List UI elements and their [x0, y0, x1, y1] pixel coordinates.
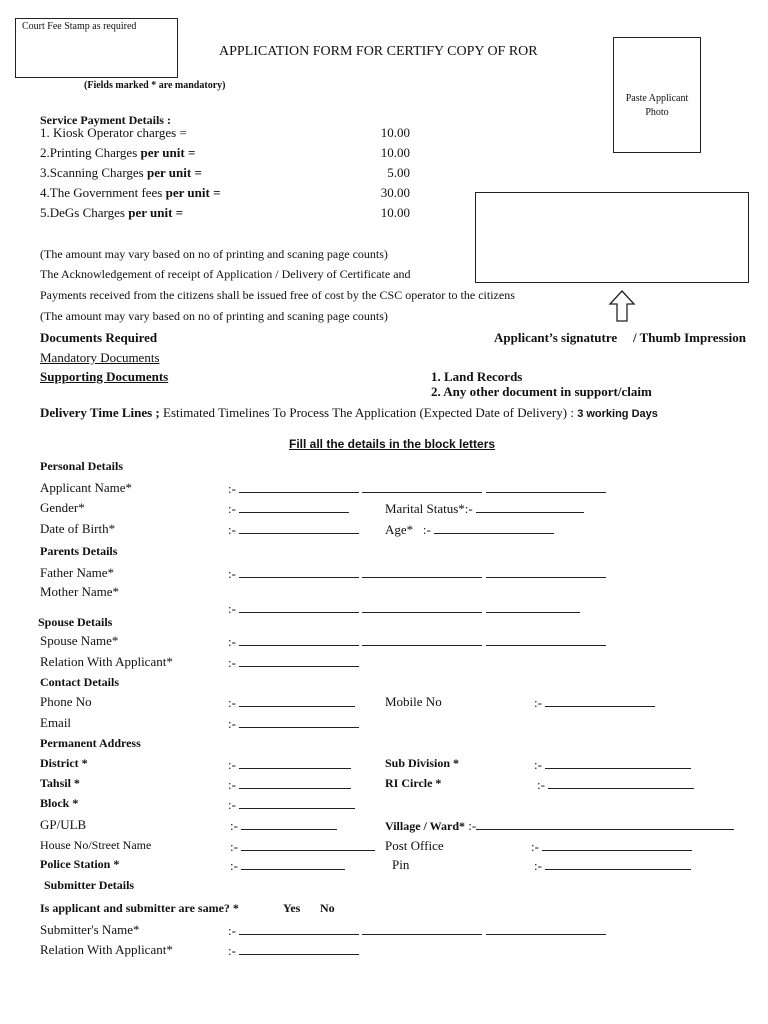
payment-label-equals: =: [172, 205, 184, 220]
age-label: Age*: [385, 522, 414, 537]
form-title: APPLICATION FORM FOR CERTIFY COPY OF ROR: [219, 44, 538, 59]
block-letters-instruction: Fill all the details in the block letters: [289, 437, 496, 451]
delivery-value: 3 working Days: [577, 408, 658, 420]
yes-option[interactable]: Yes: [283, 901, 301, 915]
payment-label-equals: =: [191, 165, 202, 180]
spouse-name-field[interactable]: :-: [228, 633, 606, 650]
payment-value: 5.00: [387, 165, 410, 180]
payment-heading: Service Payment Details :: [40, 113, 171, 127]
gender-label: Gender*: [40, 500, 85, 515]
personal-details-heading: Personal Details: [40, 459, 123, 473]
payment-value: 30.00: [380, 185, 410, 200]
payment-label-unit: per unit: [128, 205, 173, 220]
payment-value: 10.00: [380, 125, 410, 140]
same-submitter-question: Is applicant and submitter are same? *: [40, 901, 239, 915]
gender-field[interactable]: :-: [228, 500, 349, 517]
payment-row: [40, 145, 195, 161]
house-street-field[interactable]: :-: [230, 838, 375, 855]
village-ward-field[interactable]: Village / Ward* :-: [385, 817, 734, 834]
signature-label: Applicant’s signatutre: [494, 330, 618, 345]
document-item: 1. Land Records: [431, 369, 523, 384]
payment-value: 10.00: [380, 145, 410, 160]
payment-label-unit: per unit: [165, 185, 210, 200]
note-amount-2: (The amount may vary based on no of printing and scaning page counts): [40, 309, 388, 323]
sub-division-label: Sub Division *: [385, 756, 460, 770]
spouse-name-label: Spouse Name*: [40, 633, 119, 648]
delivery-text: Estimated Timelines To Process The Application (Expected Date of Delivery) :: [159, 405, 578, 420]
district-field[interactable]: :-: [228, 756, 351, 773]
gp-ulb-field[interactable]: :-: [230, 817, 337, 834]
email-field[interactable]: :-: [228, 715, 359, 732]
payment-row: [40, 205, 183, 221]
spouse-relation-field[interactable]: :-: [228, 654, 359, 671]
mandatory-documents: Mandatory Documents: [40, 350, 160, 365]
block-label: Block *: [40, 796, 79, 810]
submitter-details-heading: Submitter Details: [44, 878, 135, 892]
contact-details-heading: Contact Details: [40, 675, 119, 689]
mandatory-note: (Fields marked * are mandatory): [84, 80, 226, 91]
spouse-relation-label: Relation With Applicant*: [40, 654, 173, 669]
police-station-field[interactable]: :-: [230, 857, 345, 874]
arrow-up-icon: [608, 289, 636, 323]
ri-circle-label: RI Circle *: [385, 776, 442, 790]
father-name-label: Father Name*: [40, 565, 115, 580]
age-field[interactable]: Age* :-: [385, 521, 554, 538]
mother-name-label: Mother Name*: [40, 584, 120, 599]
ack-line-1: The Acknowledgement of receipt of Application / Delivery of Certificate and: [40, 267, 411, 281]
spouse-details-heading: Spouse Details: [38, 615, 113, 629]
phone-label: Phone No: [40, 694, 92, 709]
tahsil-field[interactable]: :-: [228, 776, 351, 793]
payment-value: 10.00: [380, 205, 410, 220]
mobile-label: Mobile No: [385, 694, 442, 709]
photo-box-label-2: Photo: [645, 107, 669, 118]
payment-label: 4.The Government fees: [40, 185, 166, 200]
delivery-label: Delivery Time Lines ;: [40, 405, 160, 420]
payment-label-equals: =: [209, 185, 221, 200]
delivery-timelines: [40, 405, 658, 421]
thumb-impression-label: / Thumb Impression: [633, 330, 746, 345]
applicant-photo-box[interactable]: [613, 37, 701, 153]
court-fee-stamp-label: Court Fee Stamp as required: [22, 21, 137, 32]
documents-heading: Documents Required: [40, 330, 158, 345]
gp-ulb-label: GP/ULB: [40, 817, 87, 832]
dob-label: Date of Birth*: [40, 521, 116, 536]
signature-box[interactable]: [475, 192, 749, 283]
submitter-relation-field[interactable]: :-: [228, 942, 359, 959]
note-amount-1: (The amount may vary based on no of printing and scaning page counts): [40, 247, 388, 261]
ack-line-2: Payments received from the citizens shall be issued free of cost by the CSC operator to the citizens: [40, 288, 515, 302]
payment-label-unit: per unit: [140, 145, 185, 160]
payment-label: 3.Scanning Charges: [40, 165, 147, 180]
mobile-field[interactable]: :-: [534, 694, 655, 711]
father-name-field[interactable]: :-: [228, 565, 606, 582]
tahsil-label: Tahsil *: [40, 776, 80, 790]
submitter-relation-label: Relation With Applicant*: [40, 942, 173, 957]
phone-field[interactable]: :-: [228, 694, 355, 711]
payment-row: [40, 165, 202, 181]
post-office-field[interactable]: :-: [531, 838, 692, 855]
payment-label-equals: =: [184, 145, 196, 160]
supporting-documents: Supporting Documents: [40, 369, 169, 384]
pin-label: Pin: [392, 857, 410, 872]
payment-label: 2.Printing Charges: [40, 145, 141, 160]
payment-label: 1. Kiosk Operator charges =: [40, 125, 187, 140]
no-option[interactable]: No: [320, 901, 335, 915]
marital-status-field[interactable]: [385, 500, 584, 517]
house-street-label: House No/Street Name: [40, 838, 152, 852]
marital-status-label: Marital Status*:-: [385, 501, 473, 516]
block-field[interactable]: :-: [228, 796, 355, 813]
document-item: 2. Any other document in support/claim: [431, 384, 652, 399]
village-ward-label: Village / Ward*: [385, 819, 466, 833]
parents-details-heading: Parents Details: [40, 544, 118, 558]
permanent-address-heading: Permanent Address: [40, 736, 141, 750]
pin-field[interactable]: :-: [534, 857, 691, 874]
email-label: Email: [40, 715, 72, 730]
post-office-label: Post Office: [385, 838, 444, 853]
sub-division-field[interactable]: :-: [534, 756, 691, 773]
applicant-name-field[interactable]: :-: [228, 480, 606, 497]
ri-circle-field[interactable]: :-: [537, 776, 694, 793]
payment-label: 5.DeGs Charges: [40, 205, 129, 220]
police-station-label: Police Station *: [40, 857, 120, 871]
dob-field[interactable]: :-: [228, 521, 359, 538]
district-label: District *: [40, 756, 88, 770]
payment-row: [40, 185, 220, 201]
payment-row: [40, 125, 187, 141]
court-fee-stamp-box: [15, 18, 178, 78]
photo-box-label-1: Paste Applicant: [625, 93, 689, 104]
mother-name-field[interactable]: :-: [228, 600, 580, 617]
submitter-name-field[interactable]: :-: [228, 922, 606, 939]
payment-label-unit: per unit: [147, 165, 192, 180]
applicant-name-label: Applicant Name*: [40, 480, 133, 495]
submitter-name-label: Submitter's Name*: [40, 922, 140, 937]
